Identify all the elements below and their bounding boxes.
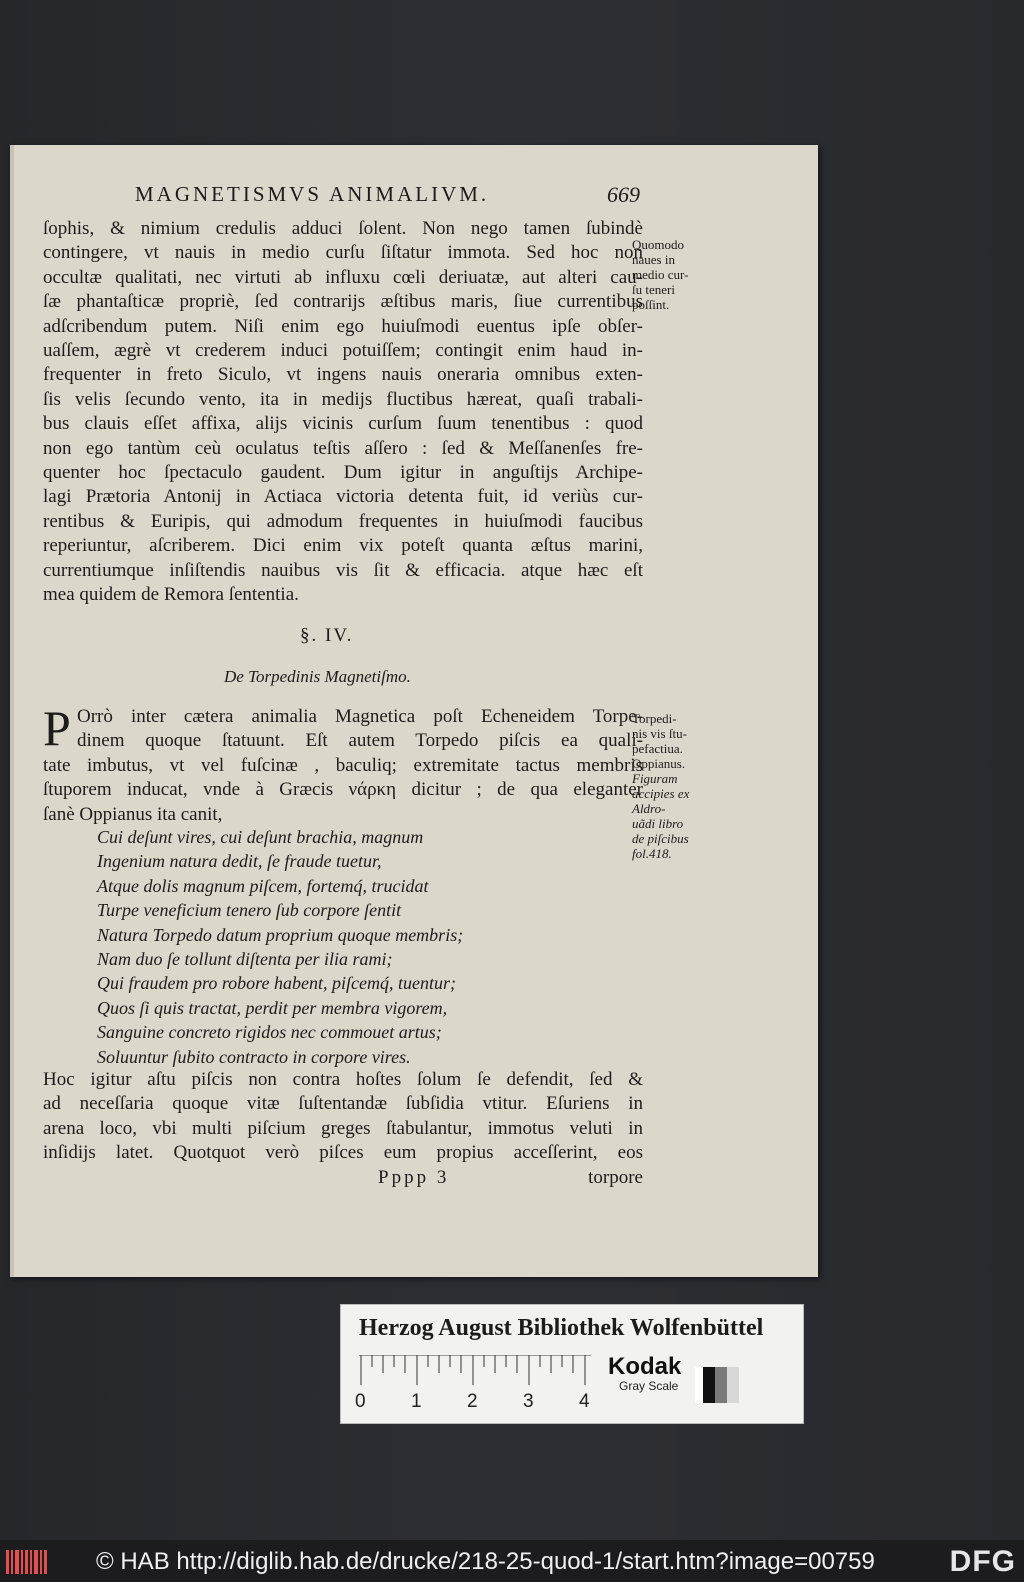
verse-line: Quos ſi quis tractat, perdit per membra vigorem, — [97, 997, 448, 1018]
note-line: pefactiua. — [632, 741, 683, 756]
note-line: ſu teneri — [632, 282, 675, 297]
signature-mark: Pppp 3 — [378, 1167, 450, 1188]
barcode-icon — [6, 1548, 48, 1576]
kodak-logo: Kodak — [608, 1353, 682, 1380]
text-line: mea quidem de Remora ſententia. — [43, 584, 299, 606]
note-line: accipies ex — [632, 786, 690, 801]
dfg-logo: DFG — [949, 1545, 1016, 1578]
note-line: Figuram — [632, 771, 678, 786]
text-line: ſanè Oppianus ita canit, — [43, 803, 223, 825]
text-line: currentiumque inſiſtendis nauibus vis ſit & efficacia. atque hæc eſt — [43, 559, 643, 581]
drop-cap: P — [43, 700, 71, 756]
verse-line: Natura Torpedo datum proprium quoque membris; — [97, 924, 464, 945]
ruler-number: 4 — [579, 1391, 590, 1412]
text-line: arena loco, vbi multi piſcium greges ſtabulantur, immotus veluti in — [43, 1117, 643, 1139]
paragraph-torpedo — [43, 700, 643, 827]
text-line: inſidijs latet. Quotquot verò piſces eum propius acceſſerint, eos — [43, 1142, 643, 1164]
text-line: frequenter in freto Siculo, vt ingens nauis oneraria omnibus exten- — [43, 364, 643, 386]
running-head-title: MAGNETISMVS ANIMALIVM. — [135, 182, 490, 206]
text-line: ad neceſſaria quoque vitæ ſuſtentandæ ſubſidia vtitur. Eſuriens in — [43, 1093, 643, 1115]
verse-line: Ingenium natura dedit, ſe fraude tuetur, — [97, 851, 382, 872]
note-line: Torpedi- — [632, 711, 677, 726]
verse-line: Qui fraudem pro robore habent, piſcemq́, tuentur; — [97, 973, 456, 994]
gray-swatch — [695, 1367, 703, 1403]
text-line: rentibus & Euripis, qui admodum frequentes in huiuſmodi faucibus — [43, 510, 643, 532]
note-line: uãdi libro — [632, 816, 684, 831]
verse-line: Cui deſunt vires, cui deſunt brachia, magnum — [97, 827, 424, 847]
ruler-number: 1 — [411, 1391, 422, 1412]
verse-line: Sanguine concreto rigidos nec commouet artus; — [97, 1022, 442, 1043]
catchword: torpore — [588, 1167, 643, 1188]
text-line: quenter hoc ſpectaculo gaudent. Dum igitur in anguſtijs Archipe- — [43, 462, 643, 484]
text-line: non ego tantùm ceù oculatus teſtis aſſero : ſed & Meſſanenſes fre- — [43, 437, 643, 459]
note-line: naues in — [632, 252, 675, 267]
paragraph-hunting — [43, 1068, 643, 1166]
page-number: 669 — [607, 182, 640, 207]
text-line: tate imbutus, vt vel fuſcinæ , baculiq; extremitate tactus membris — [43, 754, 643, 776]
page-edge — [10, 145, 14, 1277]
book-page — [10, 145, 818, 1277]
verse-line: Atque dolis magnum piſcem, fortemq́, trucidat — [97, 875, 429, 896]
margin-note-naues — [632, 237, 712, 312]
note-line: fol.418. — [632, 846, 672, 861]
note-line: Oppianus. — [632, 756, 686, 771]
text-line: ſæ phantaſticæ propriè, ſed contrarijs æſtibus maris, ſiue currentibus — [43, 291, 643, 313]
text-line: uaſſem, ægrè vt crederem induci potuiſſem; contingit enim haud in- — [43, 340, 643, 362]
text-line: Orrò inter cætera animalia Magnetica poſt Echeneidem Torpe- — [77, 706, 643, 727]
note-line: medio cur- — [632, 267, 689, 282]
ruler-ticks — [359, 1355, 591, 1387]
grayscale-patch — [695, 1367, 739, 1403]
footer-bar — [0, 1540, 1024, 1582]
text-line: ſophis, & nimium credulis adduci ſolent. Non nego tamen ſubindè — [43, 218, 643, 239]
text-line: lagi Prætoria Antonij in Actiaca victoria detenta fuit, id veriùs cur- — [43, 486, 643, 508]
text-line: dinem quoque ſtatuunt. Eſt autem Torpedo piſcis ea quali- — [77, 730, 643, 752]
note-line: de piſcibus — [632, 831, 689, 846]
ruler-number: 0 — [355, 1391, 366, 1412]
text-line: ſis velis ſecundo vento, ita in medijs fluctibus hæreat, quaſi trabali- — [43, 388, 643, 410]
text-line: occultæ qualitati, nec virtuti ab influxu cœli deriuatæ, aut alteri cau- — [43, 266, 643, 288]
copyright-url[interactable]: © HAB http://diglib.hab.de/drucke/218-25-quod-1/start.htm?image=00759 — [96, 1548, 875, 1575]
verse-line: Nam duo ſe tollunt diſtenta per ilia rami; — [97, 949, 393, 970]
ruler-number: 2 — [467, 1391, 478, 1412]
text-line: ſtuporem inducat, vnde à Græcis νάρκη dicitur ; de qua eleganter — [43, 779, 643, 801]
measurement-ruler — [359, 1355, 591, 1387]
note-line: poſſint. — [632, 297, 670, 312]
text-line: Hoc igitur aſtu piſcis non contra hoſtes ſolum ſe defendit, ſed & — [43, 1069, 643, 1090]
gray-swatch — [703, 1367, 715, 1403]
kodak-subtitle: Gray Scale — [619, 1379, 679, 1393]
note-line: Quomodo — [632, 237, 684, 252]
section-mark: §. IV. — [300, 625, 354, 646]
gray-swatch — [727, 1367, 739, 1403]
text-line: contingere, vt nauis in medio curſu ſiſtatur immota. Sed hoc non — [43, 242, 643, 264]
color-calibration-card — [340, 1304, 804, 1424]
verse-line: Turpe veneficium tenero ſub corpore ſentit — [97, 900, 402, 921]
running-head — [135, 182, 640, 212]
gray-swatch — [715, 1367, 727, 1403]
verse-quotation — [97, 825, 463, 1069]
note-line: Aldro- — [632, 801, 666, 816]
margin-note-torpedo — [632, 711, 712, 861]
note-line: nis vis ſtu- — [632, 726, 687, 741]
paragraph-remora — [43, 217, 643, 608]
section-subheading: De Torpedinis Magnetiſmo. — [224, 667, 411, 686]
verse-line: Soluuntur ſubito contracto in corpore vires. — [97, 1046, 411, 1067]
library-name: Herzog August Bibliothek Wolfenbüttel — [359, 1315, 764, 1341]
text-line: reperiuntur, aſcriberem. Dici enim vix poteſt quanta æſtus marini, — [43, 535, 643, 557]
text-line: adſcribendum putem. Niſi enim ego huiuſmodi euentus ipſe obſer- — [43, 315, 643, 337]
text-line: bus clauis eſſet affixa, alijs vicinis curſum ſuum tenentibus : quod — [43, 413, 643, 435]
ruler-number: 3 — [523, 1391, 534, 1412]
